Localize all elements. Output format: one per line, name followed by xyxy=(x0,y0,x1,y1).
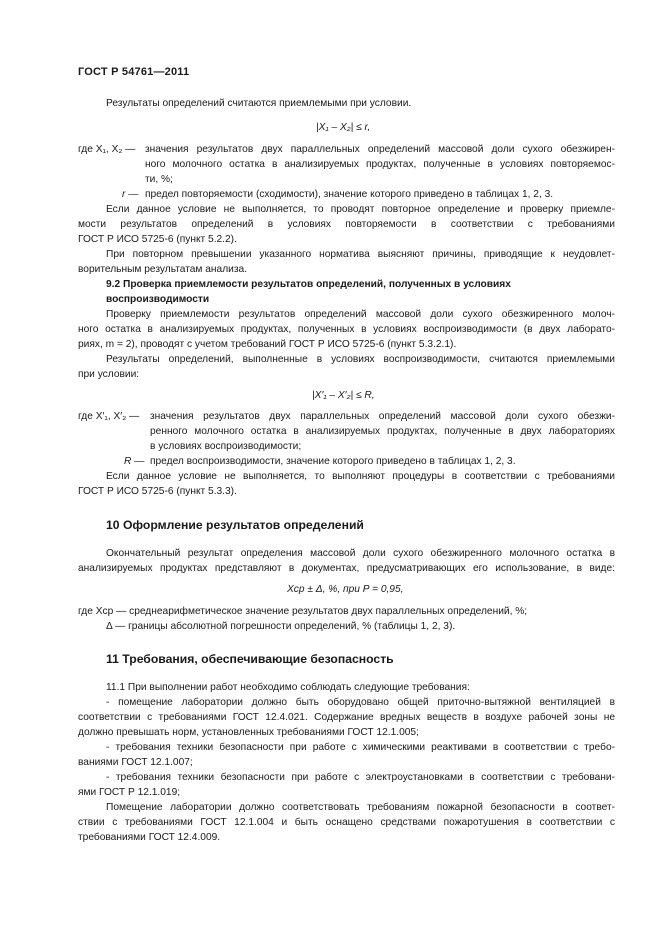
where-label: r — xyxy=(122,189,139,200)
where-text: ренного молочного остатка в анализируемых продуктах, полученные в двух лабораториях xyxy=(150,426,615,437)
where-text: Δ — границы абсолютной погрешности определений, % (таблицы 1, 2, 3). xyxy=(106,621,456,632)
paragraph: Если данное условие не выполняется, то проводят повторное определение и проверку приемле- xyxy=(106,204,615,215)
paragraph: ГОСТ Р ИСО 5725-6 (пункт 5.3.3). xyxy=(78,486,237,497)
list-item: должно превышать норм, установленных требованиями ГОСТ 12.1.005; xyxy=(78,727,419,738)
list-item: ями ГОСТ Р 12.1.019; xyxy=(78,787,181,798)
document-header: ГОСТ Р 54761—2011 xyxy=(78,66,190,78)
formula: |X′₁ – X′₂| ≤ R, xyxy=(312,390,375,401)
paragraph: Проверку приемлемости результатов определений массовой доли сухого обезжиренного молоч- xyxy=(106,309,615,320)
list-item: - требования техники безопасности при работе с химическими реактивами в соответствии с требо- xyxy=(106,742,615,753)
paragraph: требованиями ГОСТ 12.4.009. xyxy=(78,832,221,843)
section-title-11: 11 Требования, обеспечивающие безопасность xyxy=(106,652,394,666)
paragraph: мости результатов определений в условиях повторяемости в соответствии с требованиями xyxy=(78,219,615,230)
paragraph: ного остатка в анализируемых продуктах, полученных в условиях воспроизводимости (в двух лаборато- xyxy=(78,324,615,335)
where-text: ти, %; xyxy=(145,174,173,185)
where-text: в условиях воспроизводимости; xyxy=(150,441,302,452)
list-item: - помещение лаборатории должно быть оборудовано общей приточно-вытяжной вентиляцией в xyxy=(106,697,615,708)
where-text: где Xср — среднеарифметическое значение результатов двух параллельных определений, %; xyxy=(78,606,528,617)
paragraph: риях, m = 2), проводят с учетом требований ГОСТ Р ИСО 5725-6 (пункт 5.3.2.1). xyxy=(78,339,457,350)
where-text: значения результатов двух параллельных определений массовой доли сухого обезжи- xyxy=(150,411,615,422)
where-label: R — xyxy=(124,456,145,467)
where-text: предел воспроизводимости, значение которого приведено в таблицах 1, 2, 3. xyxy=(150,456,516,467)
formula: Xср ± Δ, %, при P = 0,95, xyxy=(287,584,404,595)
section-title-9-2: 9.2 Проверка приемлемости результатов определений, полученных в условиях xyxy=(106,279,511,290)
formula: |X₁ – X₂| ≤ r, xyxy=(316,122,371,133)
list-item: соответствии с требованиями ГОСТ 12.4.021. Содержание вредных веществ в воздухе рабочей зоны не xyxy=(78,712,615,723)
paragraph: Помещение лаборатории должно соответствовать требованиям пожарной безопасности в соответ- xyxy=(106,802,615,813)
paragraph: при условии: xyxy=(78,369,140,380)
where-label: где X′₁, X′₂ — xyxy=(78,411,140,422)
section-title-10: 10 Оформление результатов определений xyxy=(106,518,364,532)
paragraph: ГОСТ Р ИСО 5725-6 (пункт 5.2.2). xyxy=(78,234,237,245)
paragraph: ствии с требованиями ГОСТ 12.1.004 и быть оснащено средствами пожаротушения в соответствии с xyxy=(78,817,615,828)
paragraph: Если данное условие не выполняется, то выполняют процедуры в соответствии с требованиями xyxy=(106,471,615,482)
list-item: ваниями ГОСТ 12.1.007; xyxy=(78,757,193,768)
paragraph: ворительным результатам анализа. xyxy=(78,264,248,275)
where-text: ного молочного остатка в анализируемых продуктах, полученные в условиях повторяемос- xyxy=(145,159,615,170)
paragraph: анализируемых продуктах представляют в документах, предусматривающих его использование, в виде: xyxy=(78,563,615,574)
paragraph: Результаты определений, выполненные в условиях воспроизводимости, считаются приемлемыми xyxy=(106,354,615,365)
list-item: - требования техники безопасности при работе с электроустановками в соответствии с требовани- xyxy=(106,772,615,783)
paragraph: Результаты определений считаются приемлемыми при условии. xyxy=(106,98,412,109)
paragraph: При повторном превышении указанного норматива выясняют причины, приводящие к неудовлет- xyxy=(106,249,615,260)
where-label: где X₁, X₂ — xyxy=(78,144,136,155)
where-text: предел повторяемости (сходимости), значение которого приведено в таблицах 1, 2, 3. xyxy=(145,189,554,200)
section-title-9-2: воспроизводимости xyxy=(106,294,210,305)
paragraph: 11.1 При выполнении работ необходимо соблюдать следующие требования: xyxy=(106,682,470,693)
paragraph: Окончательный результат определения массовой доли сухого обезжиренного молочного остатка в xyxy=(106,548,615,559)
where-text: значения результатов двух параллельных определений массовой доли сухого обезжирен- xyxy=(145,144,615,155)
